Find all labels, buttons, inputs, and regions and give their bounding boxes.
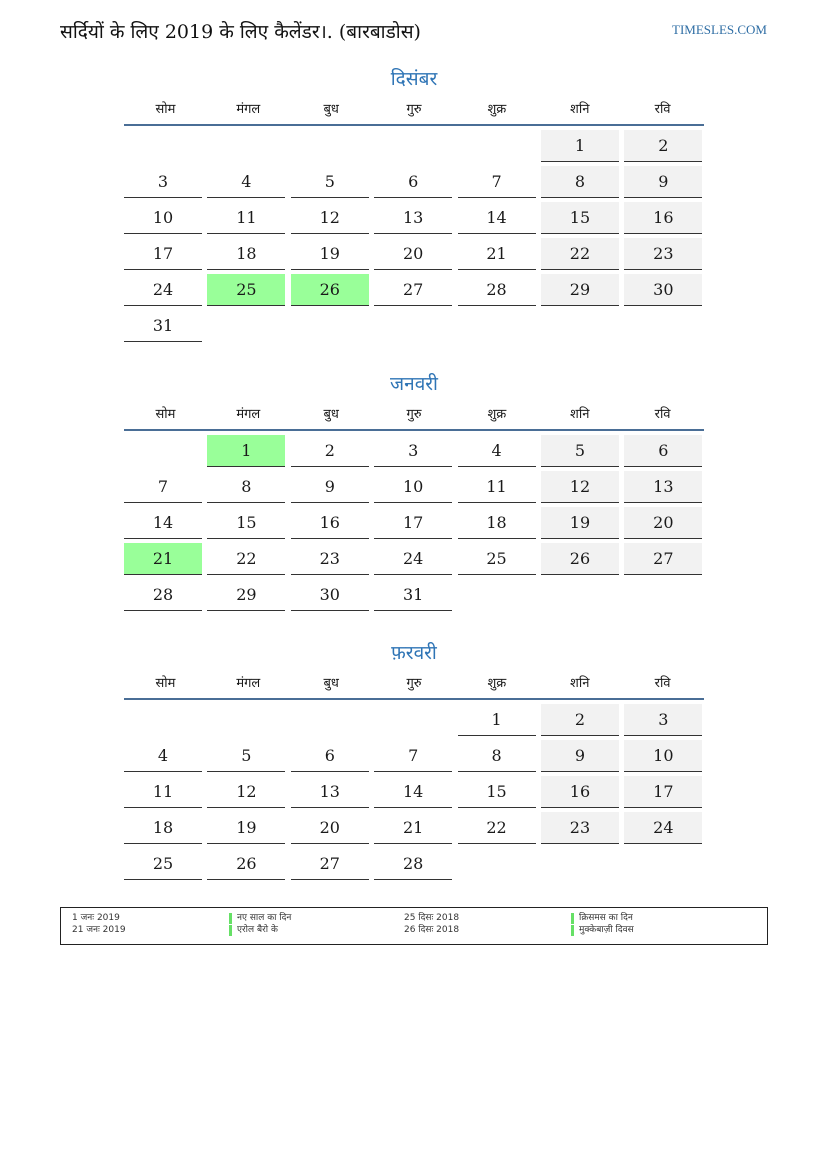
weekday-label: गुरु [406, 102, 422, 117]
day-cell: 31 [374, 579, 452, 611]
day-cell: 23 [541, 812, 619, 844]
weekday-label: शनि [570, 407, 590, 422]
day-cell: 7 [374, 740, 452, 772]
weekday-label: गुरु [406, 407, 422, 422]
empty-cell [124, 435, 202, 466]
day-cell: 13 [291, 776, 369, 808]
day-cell: 7 [458, 166, 536, 198]
day-cell: 22 [541, 238, 619, 270]
holiday-legend [60, 907, 768, 945]
holiday-day-cell: 25 [207, 274, 285, 306]
day-cell: 6 [624, 435, 702, 467]
weekday-label: शनि [570, 676, 590, 691]
day-cell: 9 [291, 471, 369, 503]
day-cell: 3 [624, 704, 702, 736]
day-cell: 16 [291, 507, 369, 539]
weekday-label: बुध [323, 407, 339, 422]
day-cell: 10 [124, 202, 202, 234]
day-cell: 31 [124, 310, 202, 342]
day-cell: 12 [207, 776, 285, 808]
day-cell: 29 [207, 579, 285, 611]
day-cell: 24 [374, 543, 452, 575]
weekday-label: शुक्र [487, 676, 507, 691]
day-cell: 27 [291, 848, 369, 880]
weekday-label: सोम [155, 407, 176, 422]
day-cell: 2 [624, 130, 702, 162]
day-cell: 14 [124, 507, 202, 539]
day-cell: 6 [291, 740, 369, 772]
month-february [124, 640, 704, 880]
day-cell: 4 [207, 166, 285, 198]
day-grid [124, 435, 704, 611]
day-cell: 17 [624, 776, 702, 808]
weekday-label: गुरु [406, 676, 422, 691]
legend-holiday-name: मुक्केबाज़ी दिवस [571, 925, 634, 936]
weekday-label: रवि [654, 676, 671, 691]
holiday-day-cell: 21 [124, 543, 202, 575]
legend-holiday-name: एरोल बैरो के [229, 925, 278, 936]
day-cell: 9 [541, 740, 619, 772]
day-cell: 9 [624, 166, 702, 198]
empty-cell [458, 130, 536, 161]
weekday-label: सोम [155, 102, 176, 117]
empty-cell [207, 704, 285, 735]
weekday-label: मंगल [236, 676, 261, 691]
day-cell: 20 [291, 812, 369, 844]
day-cell: 16 [624, 202, 702, 234]
day-cell: 5 [541, 435, 619, 467]
weekday-label: मंगल [236, 102, 261, 117]
empty-cell [124, 130, 202, 161]
day-cell: 20 [624, 507, 702, 539]
day-cell: 8 [458, 740, 536, 772]
day-cell: 11 [458, 471, 536, 503]
day-cell: 5 [207, 740, 285, 772]
weekday-header [124, 670, 704, 700]
day-cell: 11 [207, 202, 285, 234]
day-cell: 24 [624, 812, 702, 844]
day-cell: 28 [374, 848, 452, 880]
day-cell: 19 [291, 238, 369, 270]
month-title: जनवरी [390, 373, 438, 395]
day-cell: 3 [124, 166, 202, 198]
day-cell: 29 [541, 274, 619, 306]
day-cell: 8 [207, 471, 285, 503]
day-cell: 12 [541, 471, 619, 503]
day-cell: 6 [374, 166, 452, 198]
day-cell: 28 [124, 579, 202, 611]
day-cell: 1 [458, 704, 536, 736]
day-cell: 22 [207, 543, 285, 575]
day-cell: 24 [124, 274, 202, 306]
empty-cell [374, 704, 452, 735]
day-cell: 14 [458, 202, 536, 234]
day-grid [124, 130, 704, 342]
day-cell: 18 [207, 238, 285, 270]
day-cell: 4 [458, 435, 536, 467]
day-cell: 12 [291, 202, 369, 234]
legend-date: 21 जनः 2019 [72, 925, 126, 935]
day-cell: 4 [124, 740, 202, 772]
legend-date: 25 दिसः 2018 [404, 913, 460, 923]
empty-cell [374, 130, 452, 161]
day-cell: 23 [624, 238, 702, 270]
day-cell: 26 [207, 848, 285, 880]
weekday-label: रवि [654, 407, 671, 422]
day-cell: 23 [291, 543, 369, 575]
weekday-label: बुध [323, 676, 339, 691]
weekday-header [124, 401, 704, 431]
empty-cell [124, 704, 202, 735]
day-cell: 11 [124, 776, 202, 808]
day-cell: 10 [374, 471, 452, 503]
day-cell: 15 [458, 776, 536, 808]
day-cell: 27 [374, 274, 452, 306]
day-cell: 10 [624, 740, 702, 772]
day-cell: 17 [374, 507, 452, 539]
day-cell: 16 [541, 776, 619, 808]
day-cell: 13 [374, 202, 452, 234]
day-cell: 14 [374, 776, 452, 808]
page-title: सर्दियों के लिए 2019 के लिए कैलेंडर।. (बारबाडोस) [60, 21, 421, 43]
empty-cell [207, 130, 285, 161]
day-cell: 2 [291, 435, 369, 467]
legend-holiday-name: नए साल का दिन [229, 913, 291, 924]
month-december [124, 66, 704, 342]
day-cell: 19 [541, 507, 619, 539]
day-cell: 20 [374, 238, 452, 270]
day-cell: 2 [541, 704, 619, 736]
legend-holiday-name: क्रिसमस का दिन [571, 913, 633, 924]
day-grid [124, 704, 704, 880]
day-cell: 1 [541, 130, 619, 162]
day-cell: 19 [207, 812, 285, 844]
holiday-day-cell: 26 [291, 274, 369, 306]
month-title: दिसंबर [390, 68, 438, 90]
day-cell: 25 [458, 543, 536, 575]
day-cell: 15 [207, 507, 285, 539]
legend-date: 26 दिसः 2018 [404, 925, 460, 935]
day-cell: 30 [624, 274, 702, 306]
day-cell: 27 [624, 543, 702, 575]
day-cell: 22 [458, 812, 536, 844]
day-cell: 5 [291, 166, 369, 198]
day-cell: 7 [124, 471, 202, 503]
holiday-day-cell: 1 [207, 435, 285, 467]
weekday-label: सोम [155, 676, 176, 691]
weekday-label: शुक्र [487, 407, 507, 422]
weekday-label: बुध [323, 102, 339, 117]
month-title: फ़रवरी [391, 642, 437, 664]
day-cell: 28 [458, 274, 536, 306]
day-cell: 17 [124, 238, 202, 270]
legend-date: 1 जनः 2019 [72, 913, 120, 923]
weekday-label: शनि [570, 102, 590, 117]
empty-cell [291, 704, 369, 735]
site-link[interactable]: TIMESLES.COM [672, 22, 767, 37]
day-cell: 30 [291, 579, 369, 611]
day-cell: 18 [124, 812, 202, 844]
day-cell: 25 [124, 848, 202, 880]
day-cell: 18 [458, 507, 536, 539]
day-cell: 15 [541, 202, 619, 234]
weekday-label: शुक्र [487, 102, 507, 117]
month-january [124, 371, 704, 611]
weekday-label: रवि [654, 102, 671, 117]
day-cell: 26 [541, 543, 619, 575]
day-cell: 3 [374, 435, 452, 467]
day-cell: 21 [374, 812, 452, 844]
day-cell: 21 [458, 238, 536, 270]
day-cell: 13 [624, 471, 702, 503]
day-cell: 8 [541, 166, 619, 198]
weekday-header [124, 96, 704, 126]
weekday-label: मंगल [236, 407, 261, 422]
empty-cell [291, 130, 369, 161]
